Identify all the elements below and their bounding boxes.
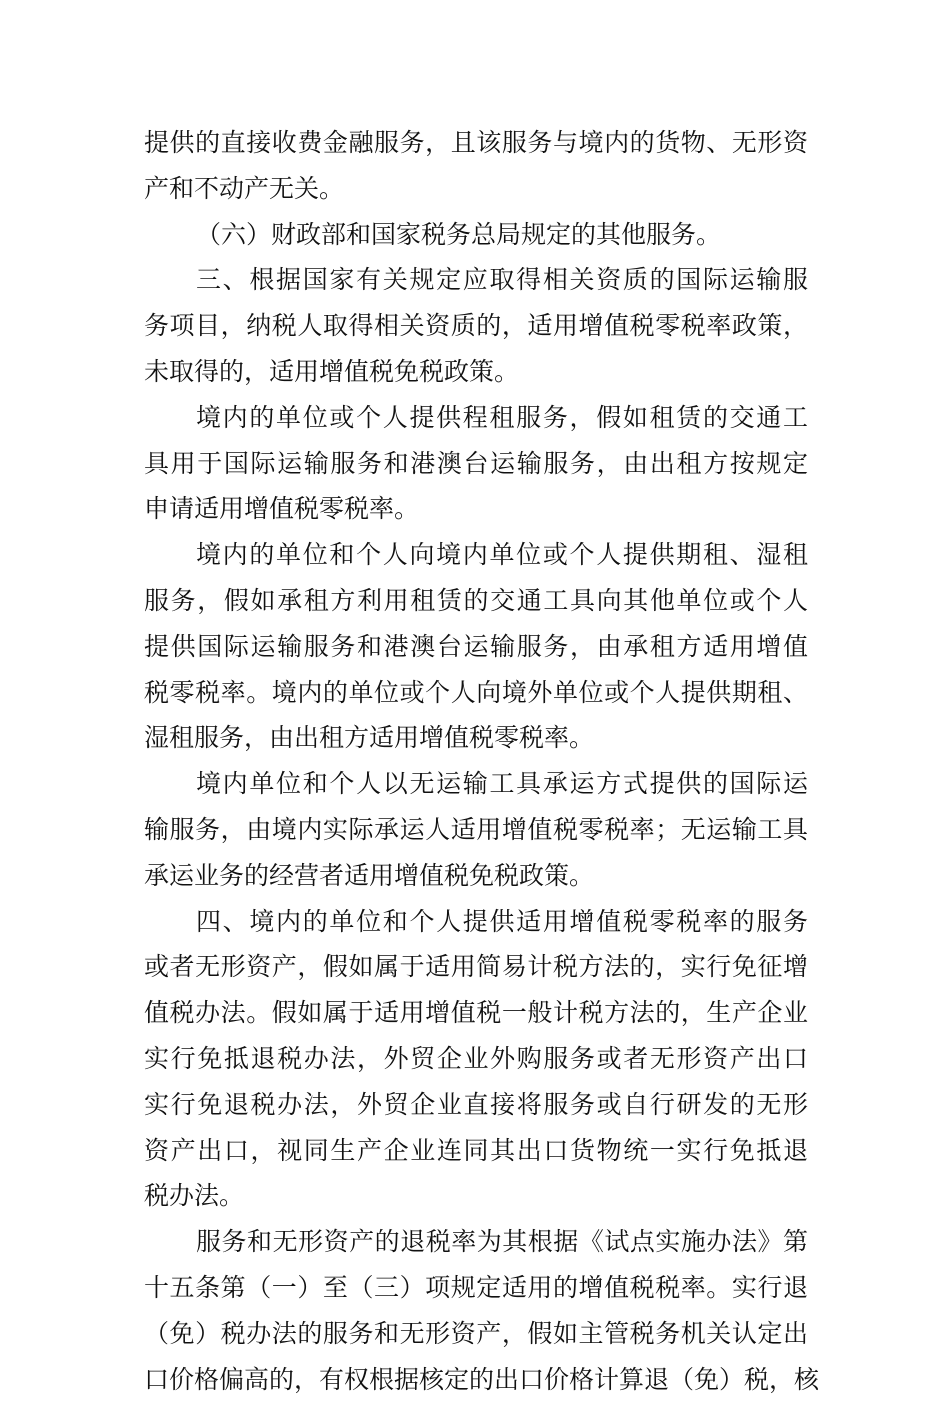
text-line: 境内的单位和个人向境内单位或个人提供期租、湿租 <box>196 540 808 570</box>
text-line: 税办法。 <box>144 1181 245 1211</box>
text-line: 具用于国际运输服务和港澳台运输服务，由出租方按规定 <box>144 448 808 478</box>
text-line: 提供的直接收费金融服务，且该服务与境内的货物、无形资 <box>144 128 808 157</box>
text-line: （六）财政部和国家税务总局规定的其他服务。 <box>196 219 722 249</box>
text-line: 境内单位和个人以无运输工具承运方式提供的国际运 <box>196 769 808 799</box>
text-line: 境内的单位或个人提供程租服务，假如租赁的交通工 <box>196 402 808 432</box>
text-line: 提供国际运输服务和港澳台运输服务，由承租方适用增值 <box>144 631 808 661</box>
text-line: 承运业务的经营者适用增值税免税政策。 <box>144 860 595 890</box>
text-line: 十五条第（一）至（三）项规定适用的增值税税率。实行退 <box>144 1272 808 1302</box>
text-line: 税零税率。境内的单位或个人向境外单位或个人提供期租、 <box>144 677 808 707</box>
text-line: 资产出口，视同生产企业连同其出口货物统一实行免抵退 <box>144 1135 808 1165</box>
document-body-text <box>144 120 820 1402</box>
text-line: 口价格偏高的，有权根据核定的出口价格计算退（免）税，核 <box>144 1364 820 1394</box>
text-line: 三、根据国家有关规定应取得相关资质的国际运输服 <box>196 265 808 295</box>
text-line: 服务，假如承租方利用租赁的交通工具向其他单位或个人 <box>144 585 808 615</box>
text-line: （免）税办法的服务和无形资产，假如主管税务机关认定出 <box>144 1318 808 1348</box>
text-line: 输服务，由境内实际承运人适用增值税零税率；无运输工具 <box>144 814 808 844</box>
text-line: 申请适用增值税零税率。 <box>144 494 420 524</box>
text-line: 产和不动产无关。 <box>144 173 345 203</box>
text-line: 务项目，纳税人取得相关资质的，适用增值税零税率政策， <box>144 311 808 341</box>
text-line: 或者无形资产，假如属于适用简易计税方法的，实行免征增 <box>144 952 808 982</box>
text-line: 湿租服务，由出租方适用增值税零税率。 <box>144 723 595 753</box>
text-line: 服务和无形资产的退税率为其根据《试点实施办法》第 <box>196 1227 808 1257</box>
text-line: 未取得的，适用增值税免税政策。 <box>144 356 520 386</box>
text-line: 四、境内的单位和个人提供适用增值税零税率的服务 <box>196 906 808 936</box>
text-line: 实行免抵退税办法，外贸企业外购服务或者无形资产出口 <box>144 1043 808 1073</box>
text-line: 值税办法。假如属于适用增值税一般计税方法的，生产企业 <box>144 998 808 1028</box>
text-line: 实行免退税办法，外贸企业直接将服务或自行研发的无形 <box>144 1089 808 1119</box>
